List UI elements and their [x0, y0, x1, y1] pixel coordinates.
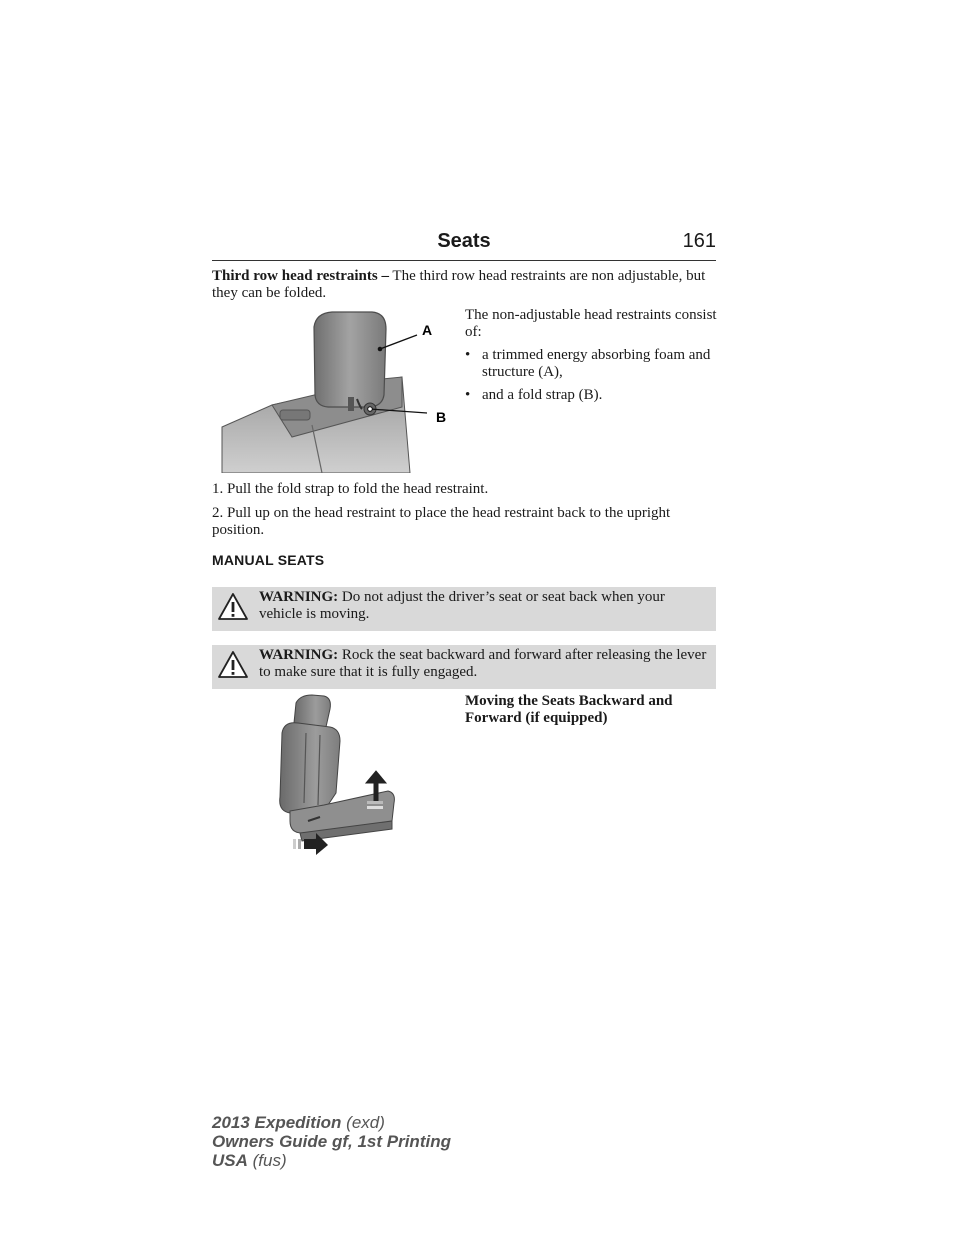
footer-market: USA	[212, 1151, 248, 1170]
intro-lead: Third row head restraints –	[212, 268, 389, 284]
bullet: •	[465, 387, 471, 403]
footer-line-2	[212, 1132, 451, 1151]
bullet-text: a trimmed energy absorbing foam and structure (A),	[482, 347, 711, 380]
page-number: 161	[682, 230, 716, 252]
warning-box	[212, 587, 716, 631]
warning-icon	[217, 592, 249, 622]
step-1: 1. Pull the fold strap to fold the head restraint.	[212, 481, 489, 497]
footer-line-1	[212, 1113, 451, 1132]
subsection-heading: Moving the Seats Backward and Forward (if equipped)	[465, 693, 673, 726]
bullet-text: and a fold strap (B).	[482, 387, 603, 403]
warning-label: WARNING:	[259, 647, 339, 663]
page-footer	[212, 1113, 451, 1170]
manual-seat-illustration	[212, 693, 452, 859]
section-heading: MANUAL SEATS	[212, 552, 325, 568]
page-header	[212, 228, 716, 261]
footer-market-code: (fus)	[247, 1151, 287, 1170]
footer-model: 2013 Expedition	[212, 1113, 342, 1132]
restraint-description	[465, 307, 717, 404]
section-title: Seats	[437, 230, 491, 252]
list-item	[465, 387, 717, 404]
footer-model-code: (exd)	[341, 1113, 385, 1132]
warning-text	[259, 647, 708, 681]
list-item	[465, 347, 717, 381]
callout-b: B	[436, 409, 447, 425]
footer-edition: Owners Guide gf, 1st Printing	[212, 1132, 451, 1151]
intro-text: The third row head restraints are non adjustable, but they can be folded.	[212, 268, 706, 301]
head-restraint-illustration	[212, 307, 452, 473]
restraint-intro: The non-adjustable head restraints consist of:	[465, 307, 717, 340]
bullet: •	[465, 347, 471, 363]
warning-box	[212, 645, 716, 689]
warning-icon	[217, 650, 249, 680]
warning-body: Rock the seat backward and forward after releasing the lever to make sure that it is fully engaged.	[259, 647, 707, 680]
footer-line-3	[212, 1151, 451, 1170]
warning-text	[259, 589, 708, 623]
warning-label: WARNING:	[259, 589, 339, 605]
warning-body: Do not adjust the driver’s seat or seat back when your vehicle is moving.	[259, 589, 665, 622]
intro-paragraph	[212, 268, 716, 302]
callout-a: A	[422, 322, 433, 338]
step-2: 2. Pull up on the head restraint to place the head restraint back to the upright position.	[212, 505, 671, 538]
